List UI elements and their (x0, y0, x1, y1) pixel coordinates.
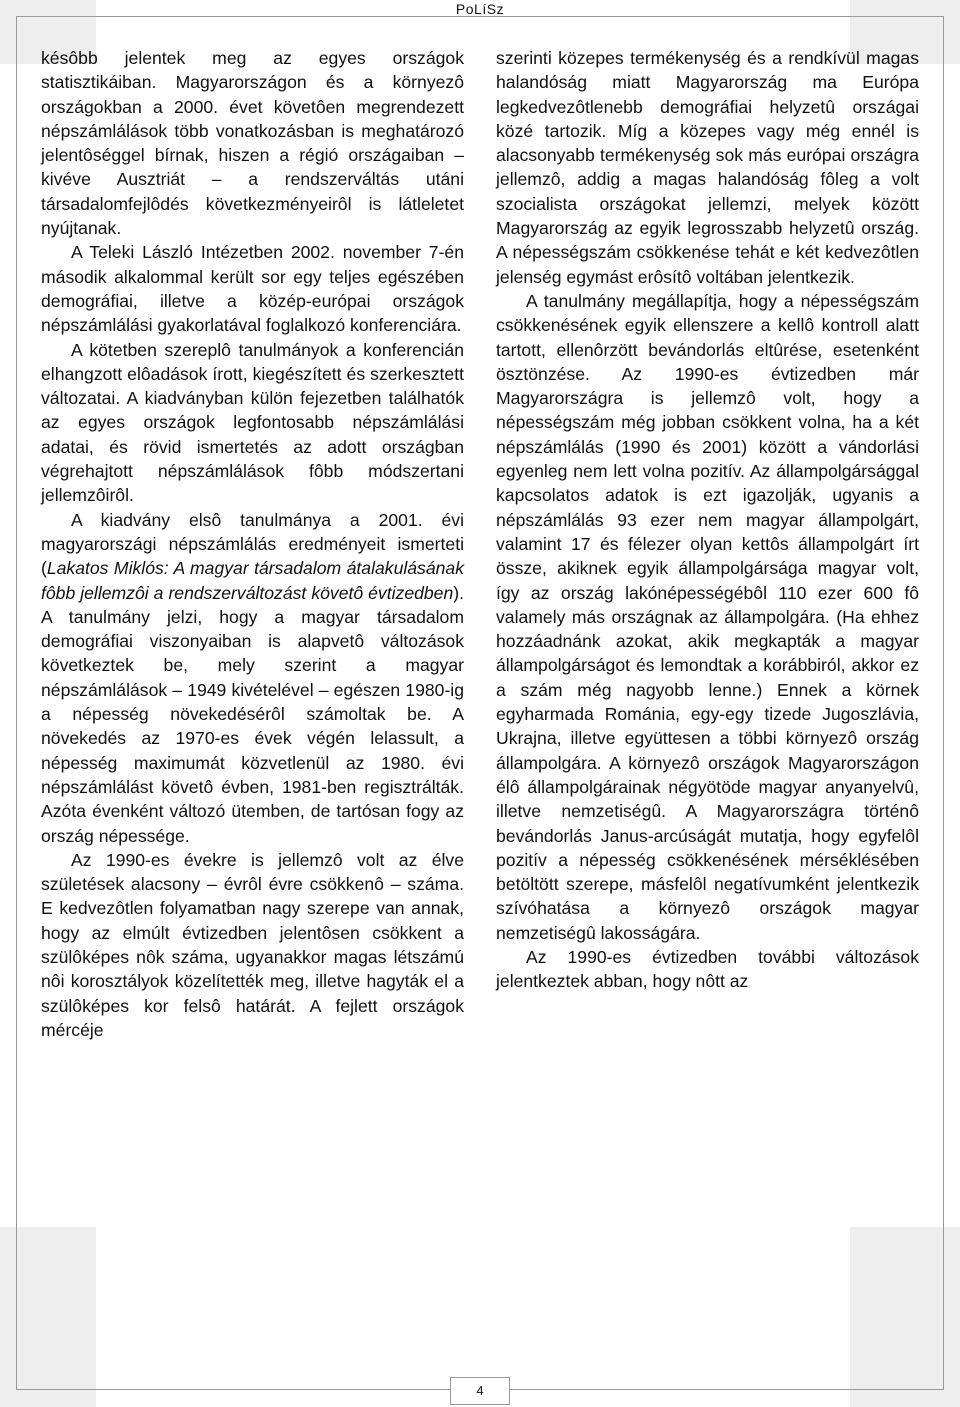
paragraph: A kötetben szereplô tanulmányok a konferencián elhangzott elôadások írott, kiegészített és szerkesztett változatai. A kiadványban külön fejezetben találhatók az egyes országok legfontosabb népszámlálási adatai, és rövid ismertetés az adott országban végrehajtott népszámlálások fôbb módszertani jellemzôirôl. (41, 339, 464, 506)
paragraph-text: ). A tanulmány jelzi, hogy a magyar társadalom demográfiai viszonyaiban is alapvetô változások következtek be, mely szerint a magyar népszámlálások – 1949 kivételével – egészen 1980-ig a népesség növekedésérôl számoltak be. A növekedés az 1970-es évek végén lelassult, a népesség maximumát közvetlenül az 1980. évi népszámlálást követô évben, 1981-ben regisztrálták. Azóta évenként változó ütemben, de tartósan fogy az ország népessége. (41, 582, 464, 846)
paragraph: A Teleki László Intézetben 2002. november 7-én második alkalommal került sor egy teljes egészében demográfiai, illetve a közép-európai országok népszámlálási gyakorlatával foglalkozó konferenciára. (41, 242, 464, 336)
paragraph-text: A kiadvány elsô tanulmánya a 2001. évi magyarországi népszámlálás eredményeit ismerteti ( (41, 509, 464, 579)
paragraph: Az 1990-es évtizedben további változások jelentkeztek abban, hogy nôtt az (496, 946, 919, 992)
right-column (496, 46, 919, 994)
paragraph: késôbb jelentek meg az egyes országok statisztikáiban. Magyarországon és a környezô országokban a 2000. évet követôen megrendezett népszámlálások több vonatkozásban is meghatározó jelentôséggel bírnak, hiszen a régió országaiban – kivéve Ausztriát – a rendszerváltás utáni társadalomfejlôdés következményeirôl is látleletet nyújtanak. (41, 48, 464, 239)
page-number: 4 (450, 1377, 510, 1405)
paragraph: Az 1990-es évekre is jellemzô volt az élve születések alacsony – évrôl évre csökkenô – száma. E kedvezôtlen folyamatban nagy szerepe van annak, hogy az elmúlt évtizedben jelentôsen csökkent a szülôképes nôk száma, ugyanakkor magas létszámú nôi korosztályok közelítették meg, illetve hagyták el a szülôképes kor felsô határát. A fejlett országok mércéje (41, 849, 464, 1040)
paragraph (41, 508, 464, 848)
running-header: PoLíSz (455, 1, 505, 17)
cited-title: Lakatos Miklós: A magyar társadalom átalakulásának fôbb jellemzôi a rendszerváltozást követô évtizedben (41, 558, 464, 603)
paragraph: A tanulmány megállapítja, hogy a népességszám csökkenésének egyik ellenszere a kellô kontroll alatt tartott, ellenôrzött bevándorlás eltûrése, esetenként ösztönzése. Az 1990-es évtizedben már Magyarországra is jellemzô volt, hogy a népességszám még jobban csökkent volna, ha a két népszámlálás (1990 és 2001) között a vándorlási egyenleg nem lett volna pozitív. Az állampolgársággal kapcsolatos adatok is ezt igazolják, ugyanis a népszámlálás 93 ezer nem magyar állampolgárt, valamint 17 és félezer olyan kettôs állampolgárt írt össze, akiknek egyik állampolgársága magyar volt, így az ország lakónépességébôl 110 ezer 600 fô valamely más országnak az állampolgára. (Ha ehhez hozzáadnánk azokat, akik megkapták a magyar állampolgárságot és lemondtak a korábbiról, akkor ez a szám még nagyobb lenne.) Ennek a körnek egyharmada Románia, egy-egy tizede Jugoszlávia, Ukrajna, illetve együttesen a többi környezô ország állampolgára. A környezô országok Magyarországon élô állampolgárainak négyötöde magyar anyanyelvû, illetve nemzetiségû. A Magyarországra történô bevándorlás Janus-arcúságát mutatja, hogy egyfelôl pozitív a népesség csökkenésének mérséklésében betöltött szerepe, másfelôl negatívumként jelentkezik szívóhatása a környezô országok magyar nemzetiségû lakosságára. (496, 290, 919, 943)
paragraph: szerinti közepes termékenység és a rendkívül magas halandóság miatt Magyarország ma Európa legkedvezôtlenebb demográfiai helyzetû országai közé tartozik. Míg a közepes vagy még ennél is alacsonyabb termékenység sok más európai országra jellemzô, addig a magas halandóság fôleg a volt szocialista országokat jellemzi, melyek között Magyarország az egyik legrosszabb helyzetû ország. A népességszám csökkenése tehát e két kedvezôtlen jelenség egymást erôsítô voltában jelentkezik. (496, 48, 919, 287)
left-column (41, 46, 464, 1042)
